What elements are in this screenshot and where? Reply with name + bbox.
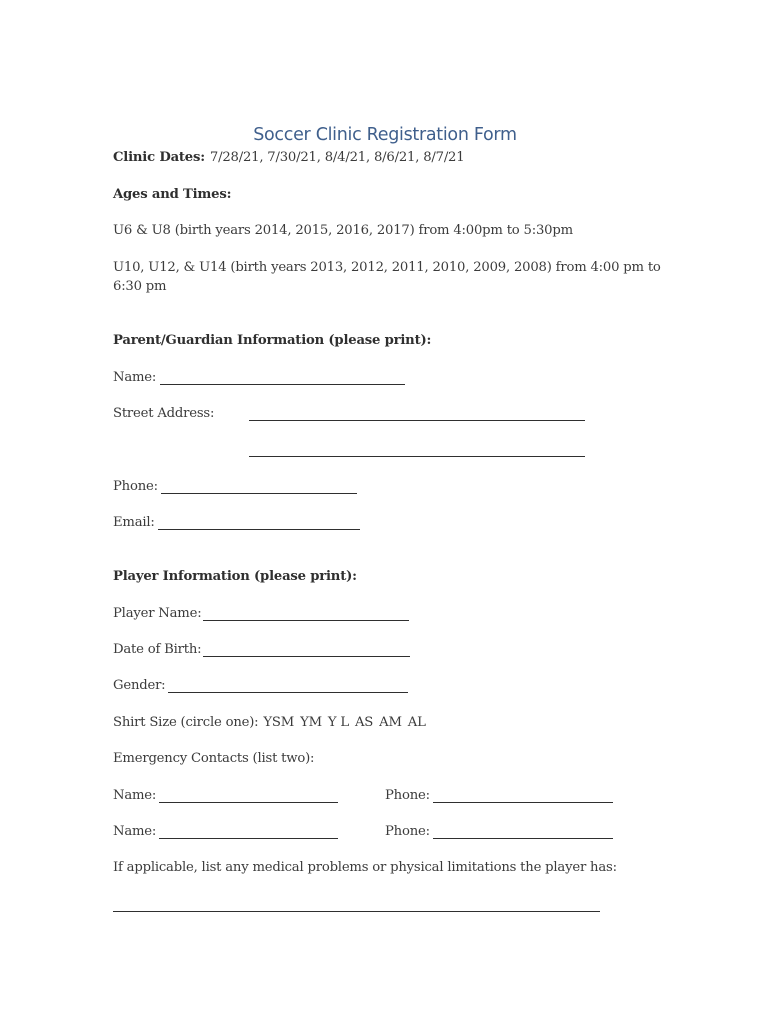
shirt-size-option[interactable]: Y L: [327, 715, 349, 730]
contact1-name-label: Name:: [113, 788, 157, 803]
contact2-phone-label: Phone:: [385, 824, 430, 839]
parent-phone-label: Phone:: [113, 479, 158, 494]
street-address-field-2[interactable]: [249, 456, 585, 457]
age-group-u6-u8: U6 & U8 (birth years 2014, 2015, 2016, 2017) from 4:00pm to 5:30pm: [113, 223, 573, 238]
medical-label: If applicable, list any medical problems or physical limitations the player has:: [113, 860, 617, 875]
parent-name-label: Name:: [113, 370, 157, 385]
player-name-label: Player Name:: [113, 606, 202, 621]
shirt-size-label: Shirt Size (circle one):: [113, 715, 259, 730]
clinic-dates-label: Clinic Dates:: [113, 150, 205, 165]
age-group-u10-u14-line2: 6:30 pm: [113, 279, 167, 294]
contact1-phone-label: Phone:: [385, 788, 430, 803]
street-address-label: Street Address:: [113, 406, 215, 421]
shirt-size-option[interactable]: AM: [379, 715, 402, 730]
clinic-dates: [113, 150, 464, 165]
contact2-name-field[interactable]: [159, 838, 338, 839]
player-name-field[interactable]: [203, 620, 409, 621]
player-heading: Player Information (please print):: [113, 569, 357, 584]
emergency-contacts-label: Emergency Contacts (list two):: [113, 751, 315, 766]
page-title: Soccer Clinic Registration Form: [253, 125, 517, 145]
medical-field[interactable]: [113, 911, 600, 912]
parent-email-label: Email:: [113, 515, 155, 530]
clinic-dates-value: 7/28/21, 7/30/21, 8/4/21, 8/6/21, 8/7/21: [209, 150, 465, 165]
contact2-phone-field[interactable]: [433, 838, 613, 839]
age-group-u10-u14-line1: U10, U12, & U14 (birth years 2013, 2012, 2011, 2010, 2009, 2008) from 4:00 pm to: [113, 260, 661, 275]
contact1-phone-field[interactable]: [433, 802, 613, 803]
dob-label: Date of Birth:: [113, 642, 202, 657]
parent-phone-field[interactable]: [161, 493, 357, 494]
dob-field[interactable]: [203, 656, 410, 657]
shirt-size-row: [113, 715, 426, 730]
gender-label: Gender:: [113, 678, 166, 693]
shirt-size-option[interactable]: YSM: [263, 715, 295, 730]
parent-name-field[interactable]: [160, 384, 405, 385]
contact2-name-label: Name:: [113, 824, 157, 839]
gender-field[interactable]: [168, 692, 408, 693]
shirt-size-option[interactable]: AL: [407, 715, 426, 730]
parent-heading: Parent/Guardian Information (please print):: [113, 333, 432, 348]
street-address-field-1[interactable]: [249, 420, 585, 421]
contact1-name-field[interactable]: [159, 802, 338, 803]
parent-email-field[interactable]: [158, 529, 360, 530]
shirt-size-option[interactable]: YM: [300, 715, 322, 730]
ages-times-heading: Ages and Times:: [113, 187, 232, 202]
shirt-size-option[interactable]: AS: [354, 715, 374, 730]
